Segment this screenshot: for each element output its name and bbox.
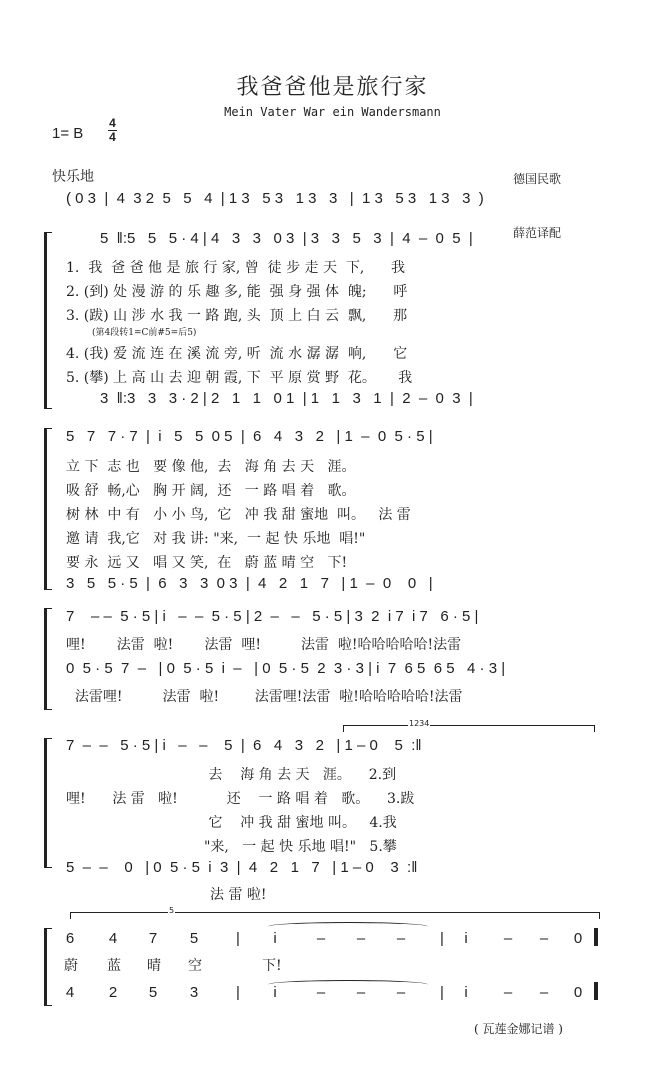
note: 7 — [148, 930, 158, 947]
system-bracket — [44, 428, 52, 590]
system-bracket — [44, 232, 52, 409]
note: – — [503, 984, 513, 1001]
tempo-marking: 快乐地 — [52, 169, 94, 185]
song-title: 我爸爸他是旅行家 — [236, 75, 429, 100]
system2-notes-bottom: 3 5 5 · 5 | 6 3 3 0 3 | 4 2 1 7 | 1 – 0 0 | — [66, 575, 433, 592]
credit-translator: 薛范译配 — [513, 226, 562, 240]
note: – — [503, 930, 513, 947]
system1-notes-bottom: 3 ‖:3 3 3 · 2 | 2 1 1 0 1 | 1 1 3 1 | 2 – 0 3 | — [100, 390, 473, 407]
system1-lyric-3: 3. (跋) 山 涉 水 我 一 路 跑, 头 顶 上 白 云 飘, 那 — [66, 308, 408, 324]
system3-lyrics-top: 哩! 法雷 啦! 法雷 哩! 法雷 啦!哈哈哈哈哈!法雷 — [66, 637, 462, 653]
note: 0 — [573, 930, 583, 947]
note: i — [464, 930, 468, 947]
lyric: 下! — [262, 958, 282, 974]
note: 5 — [189, 930, 199, 947]
credits — [513, 134, 561, 260]
system3-lyrics-bottom: 法雷哩! 法雷 啦! 法雷哩!法雷 啦!哈哈哈哈哈!法雷 — [66, 689, 463, 705]
note: 3 — [189, 984, 199, 1001]
barline: | — [236, 984, 240, 1001]
system2-lyric-4: 邀 请 我,它 对 我 讲: "来, 一 起 快 乐地 唱!" — [66, 531, 366, 547]
system2-lyric-5: 要 永 远 又 唱 又 笑, 在 蔚 蓝 晴 空 下! — [66, 555, 348, 571]
system4-notes-top: 7 – – 5 · 5 | i – – 5 | 6 4 3 2 | 1 – 0 5 :‖ — [66, 737, 422, 754]
barline: | — [440, 984, 444, 1001]
time-signature-top: 4 — [109, 116, 116, 130]
system2-lyric-1: 立 下 志 也 要 像 他, 去 海 角 去 天 涯。 — [66, 459, 356, 475]
note: – — [356, 930, 366, 947]
note: 4 — [108, 930, 118, 947]
system2-lyric-3: 树 林 中 有 小 小 鸟, 它 冲 我 甜 蜜地 叫。 法 雷 — [66, 507, 411, 523]
intro-notes: ( 0 3 | 4 3 2 5 5 4 | 1 3 5 3 1 3 3 | 1 3 5 3 1 3 3 ) — [66, 190, 484, 207]
note: 5 — [148, 984, 158, 1001]
note: i — [273, 930, 277, 947]
key-signature: 1= B — [52, 125, 84, 142]
system1-notes-top: 5 ‖:5 5 5 · 4 | 4 3 3 0 3 | 3 3 5 3 | 4 – 0 5 | — [100, 230, 473, 247]
final-barline — [594, 928, 598, 946]
volta-label: 5 — [169, 906, 175, 915]
system4-lyric-3: 它 冲 我 甜 蜜地 叫。 4.我 — [66, 815, 397, 831]
lyric: 晴 — [147, 958, 161, 974]
lyric: 蓝 — [107, 958, 121, 974]
note: 2 — [108, 984, 118, 1001]
time-signature-bottom: 4 — [109, 130, 116, 144]
lyric: 空 — [188, 958, 202, 974]
barline: | — [236, 930, 240, 947]
volta-bracket-5 — [70, 912, 600, 919]
final-barline — [594, 982, 598, 1000]
time-signature — [108, 118, 117, 143]
note: – — [396, 984, 406, 1001]
system2-lyric-2: 吸 舒 畅,心 胸 开 阔, 还 一 路 唱 着 歌。 — [66, 483, 356, 499]
transcriber-credit: ( 瓦莲金娜记谱 ) — [474, 1022, 563, 1036]
system1-lyric-4: 4. (我) 爱 流 连 在 溪 流 旁, 听 流 水 潺 潺 响, 它 — [66, 346, 408, 362]
system4-lyric-1: 去 海 角 去 天 涯。 2.到 — [66, 767, 397, 783]
note: 6 — [65, 930, 75, 947]
note: 4 — [65, 984, 75, 1001]
system1-lyric-5: 5. (攀) 上 高 山 去 迎 朝 霞, 下 平 原 赏 野 花。 我 — [66, 370, 413, 386]
note: – — [539, 984, 549, 1001]
note: – — [316, 984, 326, 1001]
note: i — [464, 984, 468, 1001]
credit-origin: 德国民歌 — [513, 172, 562, 186]
system3-notes-top: 7 – – 5 · 5 | i – – 5 · 5 | 2 – – 5 · 5 | 3 2 i 7 i 7 6 · 5 | — [66, 608, 479, 625]
system-bracket — [44, 608, 52, 710]
system2-notes-top: 5 7 7 · 7 | i 5 5 0 5 | 6 4 3 2 | 1 – 0 5 · 5 | — [66, 428, 433, 445]
system-bracket — [44, 738, 52, 868]
system1-lyric-2: 2. (到) 处 漫 游 的 乐 趣 多, 能 强 身 强 体 魄; 呼 — [66, 284, 408, 300]
note: – — [396, 930, 406, 947]
system4-lyric-4: "来, 一 起 快 乐地 唱!" 5.攀 — [66, 839, 397, 855]
note: – — [356, 984, 366, 1001]
note: 0 — [573, 984, 583, 1001]
system-bracket — [44, 928, 52, 1006]
system4-lyrics-bottom: 法 雷 啦! — [210, 887, 267, 903]
lyric: 蔚 — [64, 958, 78, 974]
system4-notes-bottom: 5 – – 0 | 0 5 · 5 i 3 | 4 2 1 7 | 1 – 0 3 :‖ — [66, 859, 418, 876]
note: – — [316, 930, 326, 947]
song-subtitle: Mein Vater War ein Wandersmann — [224, 105, 441, 119]
barline: | — [440, 930, 444, 947]
note: – — [539, 930, 549, 947]
system1-lyric-1: 1. 我 爸 爸 他 是 旅 行 家, 曾 徒 步 走 天 下, 我 — [66, 260, 406, 276]
volta-bracket-1234 — [343, 725, 595, 732]
system4-lyric-2: 哩! 法 雷 啦! 还 一 路 唱 着 歌。 3.跋 — [66, 791, 415, 807]
system3-notes-bottom: 0 5 · 5 7 – | 0 5 · 5 i – | 0 5 · 5 2 3 · 3 | i 7 6 5 6 5 4 · 3 | — [66, 660, 506, 677]
volta-label: 1234 — [409, 719, 430, 728]
note: i — [273, 984, 277, 1001]
modulation-note: (第4段转1=C前#5=后5) — [92, 328, 197, 338]
